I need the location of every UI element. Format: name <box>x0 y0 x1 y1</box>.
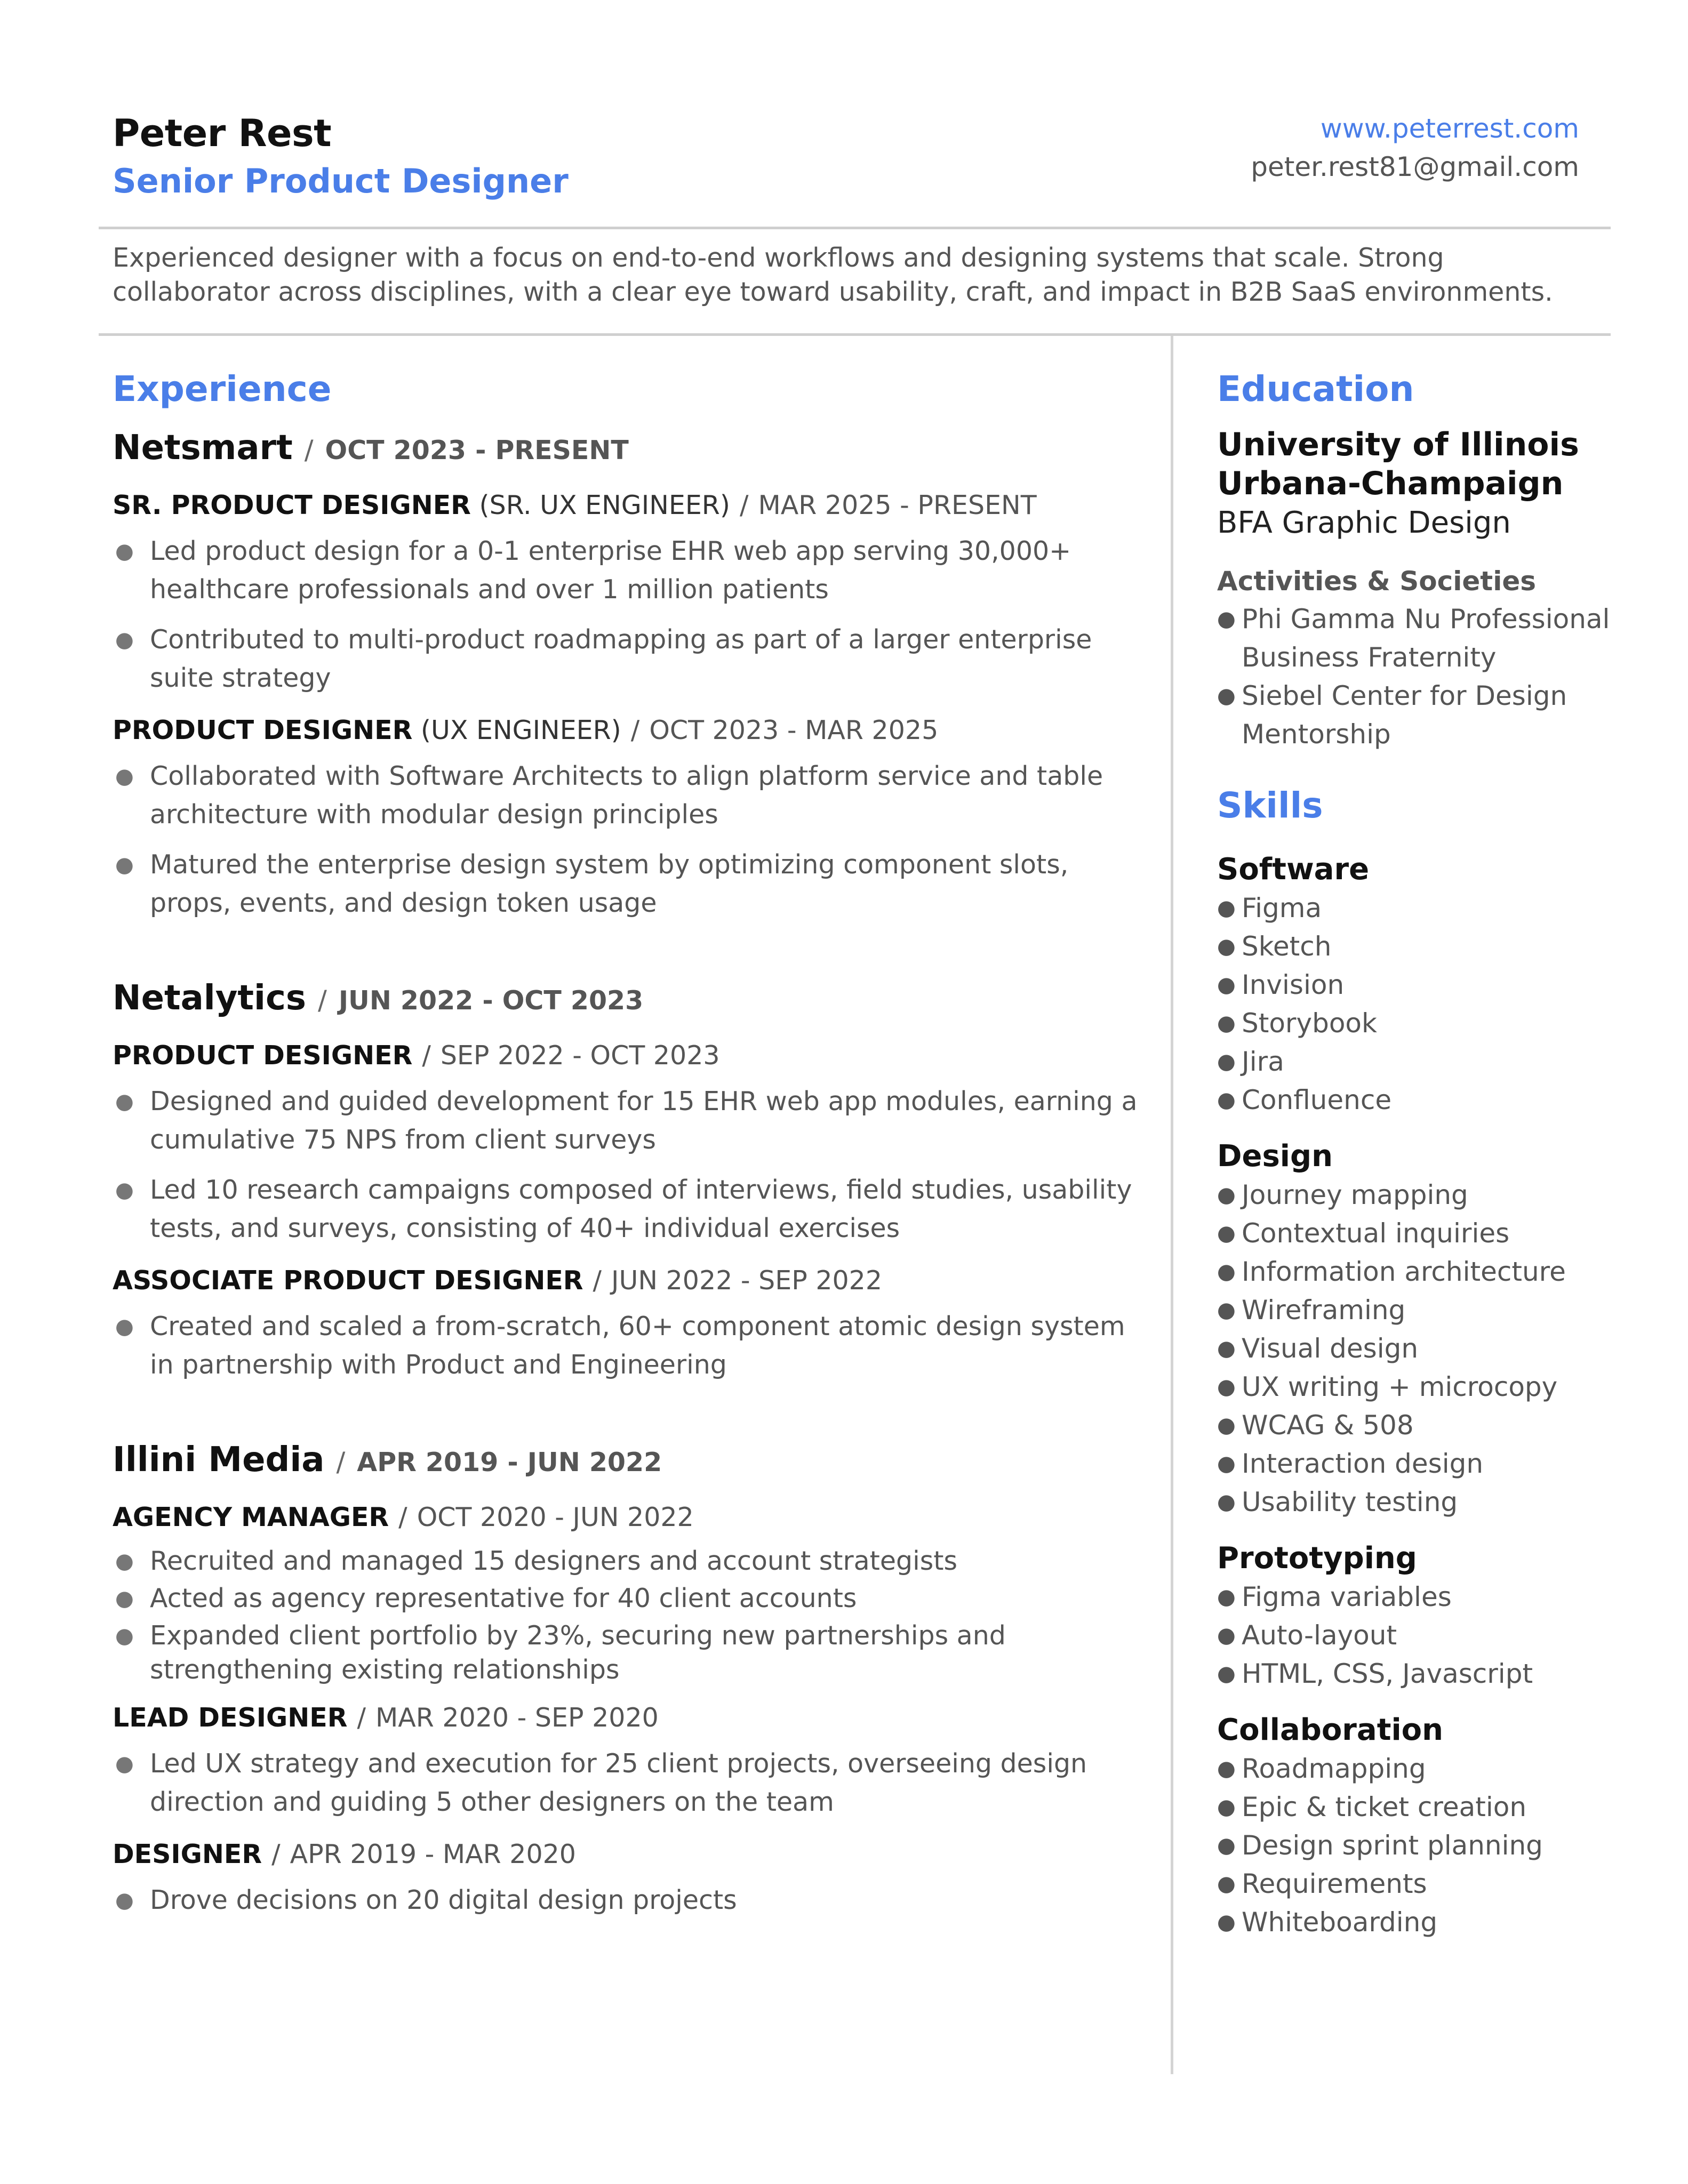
skill-item <box>1217 1578 1612 1616</box>
bullet-item <box>113 1307 1147 1384</box>
skill-text: Storybook <box>1242 1008 1377 1039</box>
role-dates: MAR 2020 - SEP 2020 <box>375 1703 659 1733</box>
separator: / <box>317 985 327 1016</box>
bullet-dot-icon: ● <box>1217 1413 1236 1438</box>
activity-text: Phi Gamma Nu Professional Business Fraternity <box>1242 604 1610 673</box>
experience-list <box>113 421 1147 1920</box>
role-header <box>113 484 1147 527</box>
skill-item <box>1217 966 1612 1004</box>
bullet-dot-icon: ● <box>1217 934 1236 959</box>
role-dates: JUN 2022 - SEP 2022 <box>611 1265 883 1296</box>
bullet-dot-icon: ● <box>115 1624 134 1648</box>
profile-summary: Experienced designer with a focus on end-to-end workflows and designing systems that scale. Strong collaborator across disciplines, with a clear eye toward usability, craft, and impact in B2B SaaS environments. <box>113 243 1553 307</box>
role-header <box>113 1034 1147 1077</box>
contact-info <box>1251 109 1579 186</box>
bullet-text: Matured the enterprise design system by optimizing component slots, props, events, and design token usage <box>150 849 1069 918</box>
skill-item <box>1217 1749 1612 1788</box>
skills-heading: Skills <box>1217 785 1323 826</box>
bullet-dot-icon: ● <box>1217 1623 1236 1648</box>
skill-list <box>1217 889 1612 1119</box>
bullet-dot-icon: ● <box>1217 1049 1236 1074</box>
bullet-dot-icon: ● <box>115 1888 134 1913</box>
sidebar-column <box>1217 363 1612 1941</box>
bullet-list <box>113 532 1147 697</box>
experience-heading: Experience <box>113 368 332 410</box>
bullet-text: Created and scaled a from-scratch, 60+ component atomic design system in partnership with Product and Engineering <box>150 1311 1125 1380</box>
bullet-list <box>113 757 1147 922</box>
role-subtitle: (UX ENGINEER) <box>420 715 621 745</box>
job-title: Senior Product Designer <box>113 162 569 200</box>
skill-text: Jira <box>1242 1046 1284 1077</box>
bullet-text: Drove decisions on 20 digital design projects <box>150 1885 737 1915</box>
role-title: LEAD DESIGNER <box>113 1703 348 1733</box>
skill-item <box>1217 889 1612 927</box>
resume-header <box>113 109 1579 211</box>
skill-item <box>1217 1329 1612 1368</box>
company-header <box>113 971 1147 1025</box>
role-title: PRODUCT DESIGNER <box>113 1040 413 1071</box>
bullet-item <box>113 846 1147 922</box>
skill-text: Figma variables <box>1242 1581 1452 1612</box>
person-name: Peter Rest <box>113 111 332 155</box>
bullet-item <box>113 757 1147 834</box>
skill-item <box>1217 1826 1612 1865</box>
education-heading: Education <box>1217 368 1414 410</box>
skills-list <box>1217 850 1612 1941</box>
skill-text: Contextual inquiries <box>1242 1218 1510 1249</box>
separator: / <box>630 715 640 745</box>
skill-item <box>1217 1252 1612 1291</box>
activity-text: Siebel Center for Design Mentorship <box>1242 680 1567 750</box>
bullet-dot-icon: ● <box>115 1752 134 1776</box>
skill-text: HTML, CSS, Javascript <box>1242 1658 1533 1689</box>
role-header <box>113 1697 1147 1739</box>
role-title: SR. PRODUCT DESIGNER <box>113 490 471 520</box>
skill-group-heading: Prototyping <box>1217 1541 1417 1576</box>
company-spacer <box>113 1396 1147 1428</box>
skill-group-heading: Design <box>1217 1139 1333 1174</box>
bullet-text: Led product design for a 0-1 enterprise EHR web app serving 30,000+ healthcare professionals and over 1 million patients <box>150 536 1071 605</box>
activity-item <box>1217 677 1612 753</box>
bullet-dot-icon: ● <box>115 1586 134 1611</box>
separator: / <box>422 1040 431 1071</box>
skill-text: Whiteboarding <box>1242 1907 1438 1938</box>
bullet-dot-icon: ● <box>1217 1336 1236 1361</box>
email-address[interactable]: peter.rest81@gmail.com <box>1251 151 1579 182</box>
bullet-dot-icon: ● <box>115 1089 134 1114</box>
skill-text: Sketch <box>1242 931 1332 962</box>
skill-text: Requirements <box>1242 1868 1427 1899</box>
bullet-text: Designed and guided development for 15 EHR web app modules, earning a cumulative 75 NPS from client surveys <box>150 1086 1138 1155</box>
bullet-dot-icon: ● <box>1217 896 1236 920</box>
bullet-item <box>113 1171 1147 1248</box>
header-divider <box>99 227 1611 229</box>
separator: / <box>593 1265 602 1296</box>
separator: / <box>739 490 749 520</box>
role-header <box>113 709 1147 752</box>
role-title: ASSOCIATE PRODUCT DESIGNER <box>113 1265 583 1296</box>
bullet-dot-icon: ● <box>1217 1259 1236 1284</box>
company-spacer <box>113 934 1147 966</box>
bullet-text: Led 10 research campaigns composed of interviews, field studies, usability tests, and surveys, consisting of 40+ individual exercises <box>150 1175 1132 1243</box>
role-title: AGENCY MANAGER <box>113 1502 389 1532</box>
bullet-text: Led UX strategy and execution for 25 client projects, overseeing design direction and guiding 5 other designers on the team <box>150 1748 1087 1817</box>
bullet-dot-icon: ● <box>1217 1661 1236 1686</box>
school-name-line2: Urbana-Champaign <box>1217 465 1564 502</box>
bullet-text: Collaborated with Software Architects to align platform service and table architecture with modular design principles <box>150 761 1103 830</box>
bullet-item <box>113 1581 1147 1616</box>
bullet-list <box>113 1307 1147 1384</box>
bullet-dot-icon: ● <box>1217 1872 1236 1896</box>
role-header <box>113 1259 1147 1302</box>
role-dates: OCT 2023 - MAR 2025 <box>649 715 939 745</box>
bullet-item <box>113 1544 1147 1578</box>
skill-group-heading: Software <box>1217 852 1370 887</box>
bullet-dot-icon: ● <box>115 764 134 789</box>
skill-text: UX writing + microcopy <box>1242 1371 1558 1402</box>
school-name <box>1217 425 1612 503</box>
skill-text: Interaction design <box>1242 1448 1484 1479</box>
skill-text: Information architecture <box>1242 1256 1566 1287</box>
separator: / <box>357 1703 366 1733</box>
skill-text: Auto-layout <box>1242 1620 1397 1651</box>
skill-text: WCAG & 508 <box>1242 1410 1414 1441</box>
activities-heading: Activities & Societies <box>1217 566 1536 597</box>
degree: BFA Graphic Design <box>1217 505 1511 540</box>
bullet-dot-icon: ● <box>1217 607 1236 631</box>
bullet-dot-icon: ● <box>115 1314 134 1339</box>
experience-column <box>113 363 1147 1931</box>
skill-item <box>1217 1865 1612 1903</box>
role-dates: OCT 2020 - JUN 2022 <box>417 1502 694 1532</box>
bullet-dot-icon: ● <box>1217 1375 1236 1399</box>
skill-text: Confluence <box>1242 1085 1392 1115</box>
bullet-dot-icon: ● <box>1217 1833 1236 1858</box>
bullet-text: Acted as agency representative for 40 client accounts <box>150 1583 857 1613</box>
company-header <box>113 421 1147 475</box>
bullet-item <box>113 1745 1147 1821</box>
bullet-dot-icon: ● <box>1217 1183 1236 1207</box>
skill-item <box>1217 1788 1612 1826</box>
skill-item <box>1217 1655 1612 1693</box>
skill-text: Figma <box>1242 893 1322 924</box>
column-divider <box>1171 336 1173 2074</box>
bullet-dot-icon: ● <box>1217 1221 1236 1246</box>
bullet-item <box>113 1881 1147 1920</box>
skill-list <box>1217 1749 1612 1941</box>
bullet-list <box>113 1082 1147 1248</box>
skill-list <box>1217 1578 1612 1693</box>
skill-item <box>1217 1004 1612 1042</box>
bullet-dot-icon: ● <box>1217 684 1236 708</box>
role-dates: SEP 2022 - OCT 2023 <box>440 1040 720 1071</box>
skill-item <box>1217 1214 1612 1252</box>
skill-text: Invision <box>1242 969 1345 1000</box>
company-header <box>113 1433 1147 1487</box>
school-name-line1: University of Illinois <box>1217 426 1579 463</box>
separator: / <box>304 435 314 465</box>
bullet-dot-icon: ● <box>115 1178 134 1202</box>
skill-text: Design sprint planning <box>1242 1830 1543 1861</box>
role-dates: APR 2019 - MAR 2020 <box>290 1839 576 1869</box>
company-name: Netsmart <box>113 428 293 468</box>
bullet-dot-icon: ● <box>115 1549 134 1573</box>
bullet-text: Contributed to multi-product roadmapping as part of a larger enterprise suite strategy <box>150 624 1092 693</box>
skill-text: Journey mapping <box>1242 1179 1468 1210</box>
skill-item <box>1217 927 1612 966</box>
skill-list <box>1217 1176 1612 1521</box>
bullet-dot-icon: ● <box>1217 973 1236 997</box>
bullet-list <box>113 1544 1147 1687</box>
bullet-text: Recruited and managed 15 designers and account strategists <box>150 1546 957 1576</box>
bullet-list <box>113 1881 1147 1920</box>
company-dates: APR 2019 - JUN 2022 <box>357 1447 662 1478</box>
bullet-item <box>113 1082 1147 1159</box>
company-name: Netalytics <box>113 978 306 1018</box>
bullet-dot-icon: ● <box>1217 1451 1236 1476</box>
bullet-item <box>113 1619 1147 1687</box>
skill-item <box>1217 1616 1612 1655</box>
bullet-dot-icon: ● <box>1217 1585 1236 1609</box>
company-name: Illini Media <box>113 1440 325 1480</box>
bullet-dot-icon: ● <box>1217 1756 1236 1781</box>
bullet-dot-icon: ● <box>1217 1795 1236 1819</box>
role-title: PRODUCT DESIGNER <box>113 715 413 745</box>
role-header <box>113 1496 1147 1539</box>
skill-text: Epic & ticket creation <box>1242 1792 1527 1822</box>
role-dates: MAR 2025 - PRESENT <box>758 490 1037 520</box>
separator: / <box>398 1502 407 1532</box>
bullet-dot-icon: ● <box>1217 1298 1236 1322</box>
summary-divider <box>99 333 1611 336</box>
company-dates: OCT 2023 - PRESENT <box>325 435 629 465</box>
bullet-dot-icon: ● <box>115 539 134 564</box>
bullet-dot-icon: ● <box>115 628 134 652</box>
separator: / <box>271 1839 281 1869</box>
skill-text: Wireframing <box>1242 1295 1406 1326</box>
role-title: DESIGNER <box>113 1839 262 1869</box>
role-subtitle: (SR. UX ENGINEER) <box>479 490 730 520</box>
role-header <box>113 1833 1147 1876</box>
skill-item <box>1217 1406 1612 1444</box>
skill-item <box>1217 1903 1612 1941</box>
bullet-item <box>113 621 1147 697</box>
skill-item <box>1217 1444 1612 1483</box>
skill-text: Visual design <box>1242 1333 1419 1364</box>
skill-item <box>1217 1483 1612 1521</box>
skill-item <box>1217 1291 1612 1329</box>
skill-item <box>1217 1042 1612 1081</box>
bullet-dot-icon: ● <box>115 853 134 877</box>
bullet-dot-icon: ● <box>1217 1088 1236 1112</box>
activity-item <box>1217 600 1612 677</box>
skill-group-heading: Collaboration <box>1217 1713 1444 1747</box>
bullet-list <box>113 1745 1147 1821</box>
website-link[interactable]: www.peterrest.com <box>1320 113 1579 144</box>
activities-list <box>1217 600 1612 753</box>
bullet-dot-icon: ● <box>1217 1011 1236 1035</box>
bullet-item <box>113 532 1147 609</box>
skill-item <box>1217 1176 1612 1214</box>
company-dates: JUN 2022 - OCT 2023 <box>338 985 644 1016</box>
bullet-dot-icon: ● <box>1217 1910 1236 1934</box>
separator: / <box>336 1447 346 1478</box>
skill-text: Roadmapping <box>1242 1753 1426 1784</box>
skill-item <box>1217 1368 1612 1406</box>
bullet-text: Expanded client portfolio by 23%, securing new partnerships and strengthening existing relationships <box>150 1620 1006 1685</box>
skill-item <box>1217 1081 1612 1119</box>
bullet-dot-icon: ● <box>1217 1490 1236 1514</box>
skill-text: Usability testing <box>1242 1487 1458 1517</box>
